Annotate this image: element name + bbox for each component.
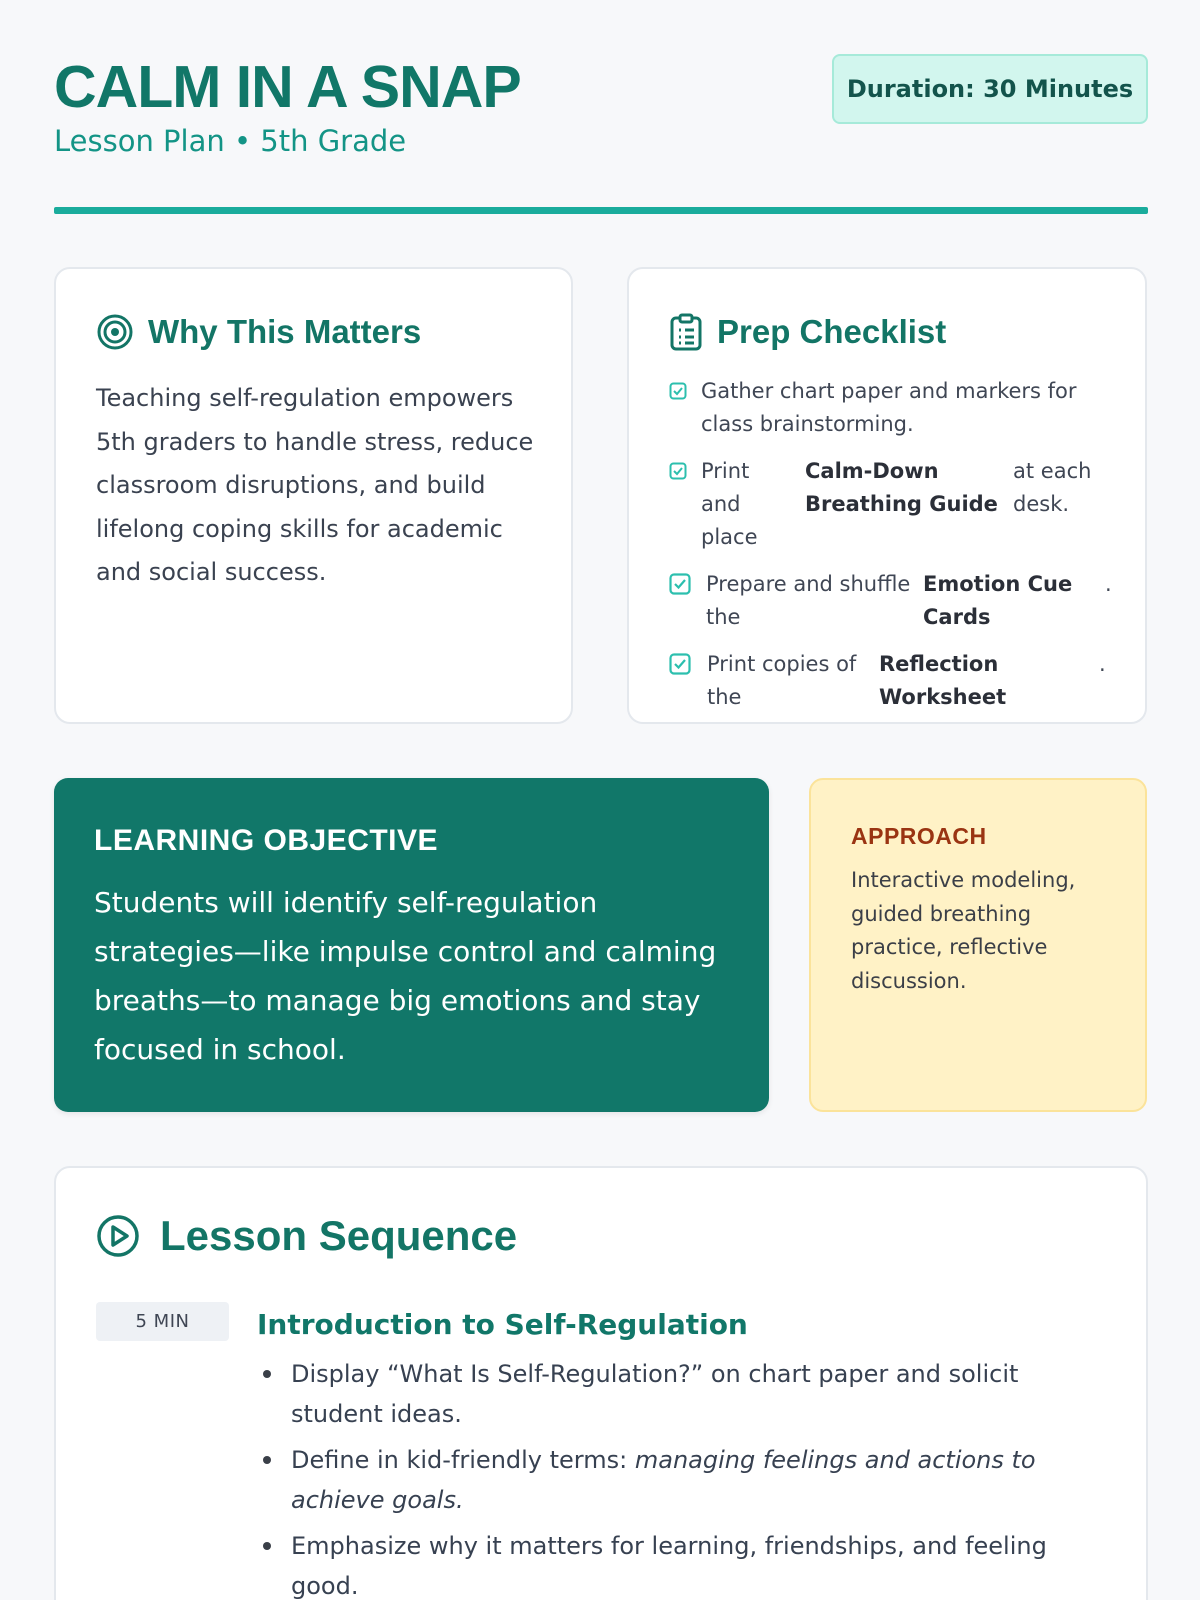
- step-bullet: [257, 1526, 1057, 1600]
- header-divider: [54, 207, 1148, 214]
- approach-panel: [809, 778, 1147, 1112]
- checkbox-checked-icon[interactable]: [669, 568, 701, 595]
- page-subtitle: Lesson Plan • 5th Grade: [54, 124, 407, 158]
- duration-badge: Duration: 30 Minutes: [832, 54, 1148, 124]
- checklist-item[interactable]: [669, 648, 1119, 714]
- prep-checklist-card: [627, 267, 1147, 724]
- prep-card-title: Prep Checklist: [717, 313, 947, 350]
- sequence-card-title: Lesson Sequence: [160, 1212, 518, 1259]
- step-bullet: [257, 1354, 1057, 1434]
- page-title: CALM IN A SNAP: [54, 54, 521, 120]
- step-bullet-italic-text: managing feelings and actions to achieve goals.: [291, 1446, 1036, 1514]
- checkbox-checked-icon[interactable]: [669, 455, 701, 480]
- checklist-text: Print copies of the: [707, 652, 857, 709]
- step-bullet-text: Display “What Is Self-Regulation?” on chart paper and solicit student ideas.: [291, 1360, 1019, 1428]
- checklist-bold-text: Emotion Cue Cards: [923, 572, 1073, 629]
- lesson-sequence-card: [54, 1166, 1148, 1600]
- prep-checklist: [669, 375, 1119, 728]
- step-bullet: [257, 1440, 1057, 1520]
- prep-card-header: [669, 313, 946, 351]
- sequence-card-header: [96, 1212, 517, 1260]
- step-time-badge: 5 MIN: [96, 1302, 229, 1341]
- checklist-item[interactable]: [669, 568, 1119, 634]
- learning-objective-panel: [54, 778, 769, 1112]
- step-title: Introduction to Self-Regulation: [257, 1308, 748, 1341]
- checkbox-checked-icon[interactable]: [669, 648, 701, 675]
- clipboard-icon: [669, 313, 703, 351]
- checklist-text: Print and place: [701, 459, 758, 549]
- checklist-item-text: [706, 568, 1125, 634]
- step-bullet-list: [257, 1354, 1057, 1600]
- approach-text: Interactive modeling, guided breathing practice, reflective discussion.: [851, 868, 1076, 993]
- page-header: [54, 52, 1148, 212]
- checklist-text: .: [1105, 572, 1112, 596]
- checklist-bold-text: Calm-Down Breathing Guide: [805, 459, 998, 516]
- checkbox-checked-icon[interactable]: [669, 375, 701, 400]
- checklist-item[interactable]: [669, 455, 1119, 554]
- objective-text: Students will identify self-regulation strategies—like impulse control and calming breaths—to manage big emotions and stay focused in school.: [94, 886, 717, 1066]
- target-icon: [96, 313, 134, 351]
- step-bullet-text: Define in kid-friendly terms:: [291, 1446, 635, 1474]
- objective-label: LEARNING OBJECTIVE: [94, 824, 439, 857]
- checklist-bold-text: Reflection Worksheet: [879, 652, 1007, 709]
- why-this-matters-card: [54, 267, 573, 724]
- checklist-item-text: Gather chart paper and markers for class brainstorming.: [701, 379, 1077, 436]
- play-circle-icon: [96, 1214, 140, 1258]
- why-card-title: Why This Matters: [148, 313, 422, 350]
- checklist-item-text: [707, 648, 1121, 714]
- step-bullet-text: Emphasize why it matters for learning, friendships, and feeling good.: [291, 1532, 1047, 1600]
- checklist-item[interactable]: [669, 375, 1119, 441]
- checklist-text: at each desk.: [1013, 459, 1092, 516]
- approach-label: APPROACH: [851, 823, 987, 849]
- checklist-text: .: [1099, 652, 1106, 676]
- why-card-text: Teaching self-regulation empowers 5th graders to handle stress, reduce classroom disruptions, and build lifelong coping skills for academic and social success.: [96, 384, 534, 586]
- checklist-text: Prepare and shuffle the: [706, 572, 911, 629]
- checklist-item-text: [701, 455, 1119, 554]
- why-card-header: [96, 313, 421, 351]
